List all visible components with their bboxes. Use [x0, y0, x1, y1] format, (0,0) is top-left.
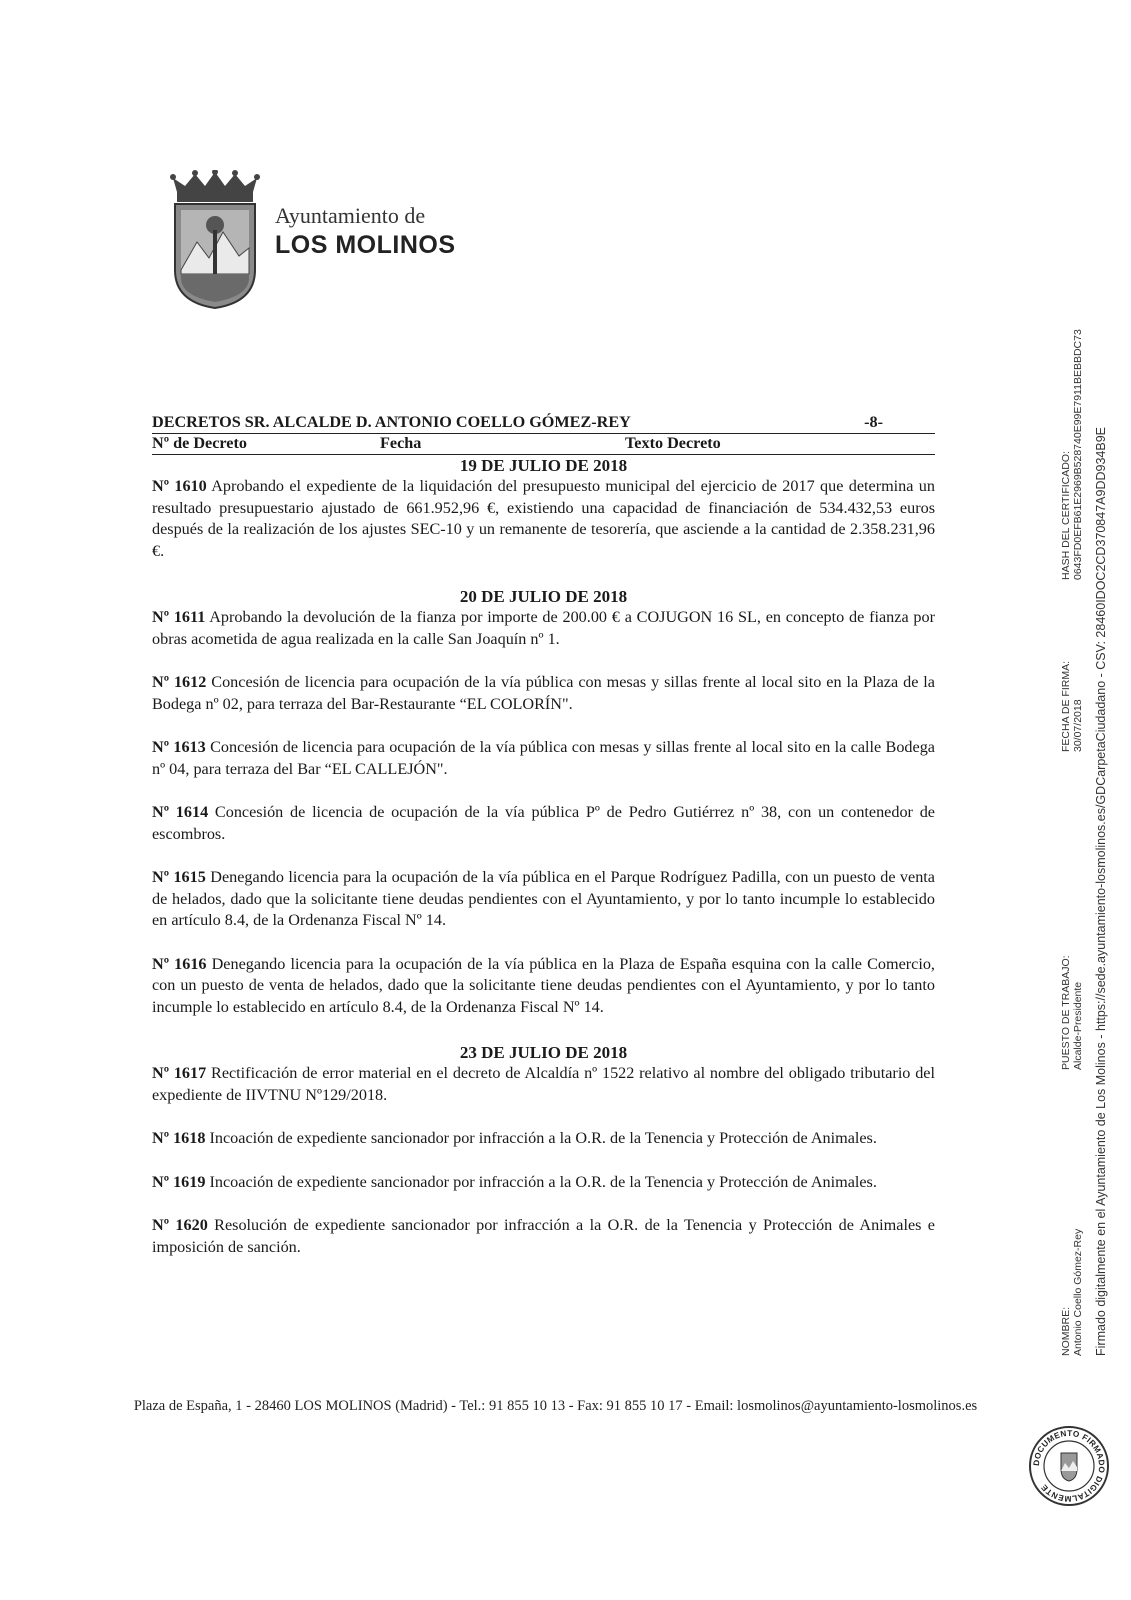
column-header-number: Nº de Decreto	[152, 434, 247, 452]
org-name-line2: LOS MOLINOS	[275, 231, 456, 259]
decree-number: Nº 1617	[152, 1064, 207, 1082]
section-date: 19 DE JULIO DE 2018	[459, 456, 628, 475]
signer-job-value: Alcalde-Presidente	[1072, 981, 1084, 1070]
decree-text: Incoación de expediente sancionador por infracción a la O.R. de la Tenencia y Protección de Animales.	[205, 1172, 877, 1191]
decree-entry	[152, 867, 935, 932]
coat-of-arms-logo	[165, 170, 265, 310]
certificate-hash-label: HASH DEL CERTIFICADO:	[1060, 451, 1072, 580]
decree-number: Nº 1614	[152, 803, 209, 821]
decree-entry	[152, 737, 935, 780]
decree-entry	[152, 1063, 935, 1106]
decree-number: Nº 1616	[152, 954, 207, 973]
decree-entry	[152, 802, 935, 845]
section-date: 20 DE JULIO DE 2018	[459, 587, 628, 606]
certificate-hash-block	[1060, 329, 1084, 580]
column-header-date: Fecha	[380, 434, 422, 452]
signature-date-block	[1060, 661, 1084, 752]
decree-entry	[152, 1172, 935, 1194]
decree-number: Nº 1612	[152, 673, 207, 691]
digital-signature-seal	[1028, 1425, 1110, 1507]
document-title: DECRETOS SR. ALCALDE D. ANTONIO COELLO GÓMEZ-REY	[152, 413, 631, 431]
decree-number: Nº 1619	[152, 1172, 206, 1191]
org-name-line1: Ayuntamiento de	[275, 203, 426, 228]
decree-text: Incoación de expediente sancionador por infracción a la O.R. de la Tenencia y Protección de Animales.	[205, 1129, 877, 1147]
decree-text: Rectificación de error material en el decreto de Alcaldía nº 1522 relativo al nombre del obligado tributario del expediente de IIVTNU Nº129/2018.	[152, 1064, 935, 1104]
column-header-text: Texto Decreto	[625, 434, 721, 452]
decree-text: Denegando licencia para la ocupación de la vía pública en el Parque Rodríguez Padilla, con un puesto de venta de helados, dado que la solicitante tiene deudas pendientes con el Ayuntamiento, y por lo tanto incumple lo establecido en artículo 8.4, de la Ordenanza Fiscal Nº 14.	[152, 868, 935, 929]
decree-entry	[152, 672, 935, 715]
svg-text:DOCUMENTO FIRMADO DIGITALMENTE: DOCUMENTO FIRMADO DIGITALMENTE	[1031, 1428, 1107, 1504]
document-title-row	[152, 413, 935, 434]
digital-signature-text: Firmado digitalmente en el Ayuntamiento de Los Molinos - https://sede.ayuntamiento-losmolinos.es/GDCarpetaCiudadano - CSV: 28460IDOC2CD370847A9DD934B9E	[1094, 427, 1108, 1356]
signature-date-label: FECHA DE FIRMA:	[1060, 660, 1072, 752]
decree-text: Resolución de expediente sancionador por infracción a la O.R. de la Tenencia y Protección de Animales e imposición de sanción.	[152, 1216, 935, 1256]
decree-entry	[152, 1215, 935, 1258]
decree-entry	[152, 607, 935, 650]
signer-job-block	[1060, 955, 1084, 1070]
decree-number: Nº 1611	[152, 608, 206, 626]
signer-name-block	[1060, 1229, 1084, 1356]
decree-number: Nº 1613	[152, 738, 206, 756]
footer-address: Plaza de España, 1 - 28460 LOS MOLINOS (Madrid) - Tel.: 91 855 10 13 - Fax: 91 855 10 17 - Email: losmolinos@ayuntamiento-losmolinos.es	[133, 1398, 978, 1414]
signer-name-value: Antonio Coello Gómez-Rey	[1072, 1228, 1084, 1356]
column-header-row	[152, 434, 935, 455]
decree-text: Concesión de licencia para ocupación de la vía pública con mesas y sillas frente al local sito en la Plaza de la Bodega nº 02, para terraza del Bar-Restaurante “EL COLORÍN".	[152, 673, 935, 713]
section-date: 23 DE JULIO DE 2018	[459, 1043, 628, 1062]
decree-entry	[152, 476, 935, 562]
decree-list	[152, 413, 935, 1258]
decree-number: Nº 1618	[152, 1129, 206, 1147]
decree-text: Concesión de licencia de ocupación de la vía pública Pº de Pedro Gutiérrez nº 38, con un contenedor de escombros.	[152, 803, 935, 843]
decree-text: Concesión de licencia para ocupación de la vía pública con mesas y sillas frente al local sito en la calle Bodega nº 04, para terraza del Bar “EL CALLEJÓN".	[152, 738, 935, 778]
signer-name-label: NOMBRE:	[1060, 1306, 1072, 1356]
decree-entry	[152, 954, 935, 1019]
signer-job-label: PUESTO DE TRABAJO:	[1060, 955, 1072, 1070]
decree-number: Nº 1620	[152, 1216, 208, 1234]
decree-entry	[152, 1128, 935, 1150]
decree-text: Denegando licencia para la ocupación de la vía pública en la Plaza de España esquina con la calle Comercio, con un puesto de venta de helados, dado que la solicitante tiene deudas pendientes con el Ayuntamiento, y por lo tanto incumple lo establecido en artículo 8.4, de la Ordenanza Fiscal Nº 14.	[152, 954, 935, 1016]
decree-text: Aprobando la devolución de la fianza por importe de 200.00 € a COJUGON 16 SL, en concepto de fianza por obras acometida de agua realizada en la calle San Joaquín nº 1.	[152, 608, 935, 648]
certificate-hash-value: 0643FD0EFB61E2969B528740E99E7911BEBBDC73	[1072, 329, 1084, 580]
signature-date-value: 30/07/2018	[1072, 699, 1084, 752]
decree-number: Nº 1610	[152, 477, 207, 495]
page-number: -8-	[864, 413, 883, 431]
decree-text: Aprobando el expediente de la liquidación del presupuesto municipal del ejercicio de 2017 que determina un resultado presupuestario ajustado de 661.952,96 €, existiendo una capacidad de financiación de 534.432,53 euros después de la realización de los ajustes SEC-10 y un remanente de tesorería, que asciende a la cantidad de 2.358.231,96 €.	[152, 477, 935, 560]
decree-number: Nº 1615	[152, 868, 206, 886]
